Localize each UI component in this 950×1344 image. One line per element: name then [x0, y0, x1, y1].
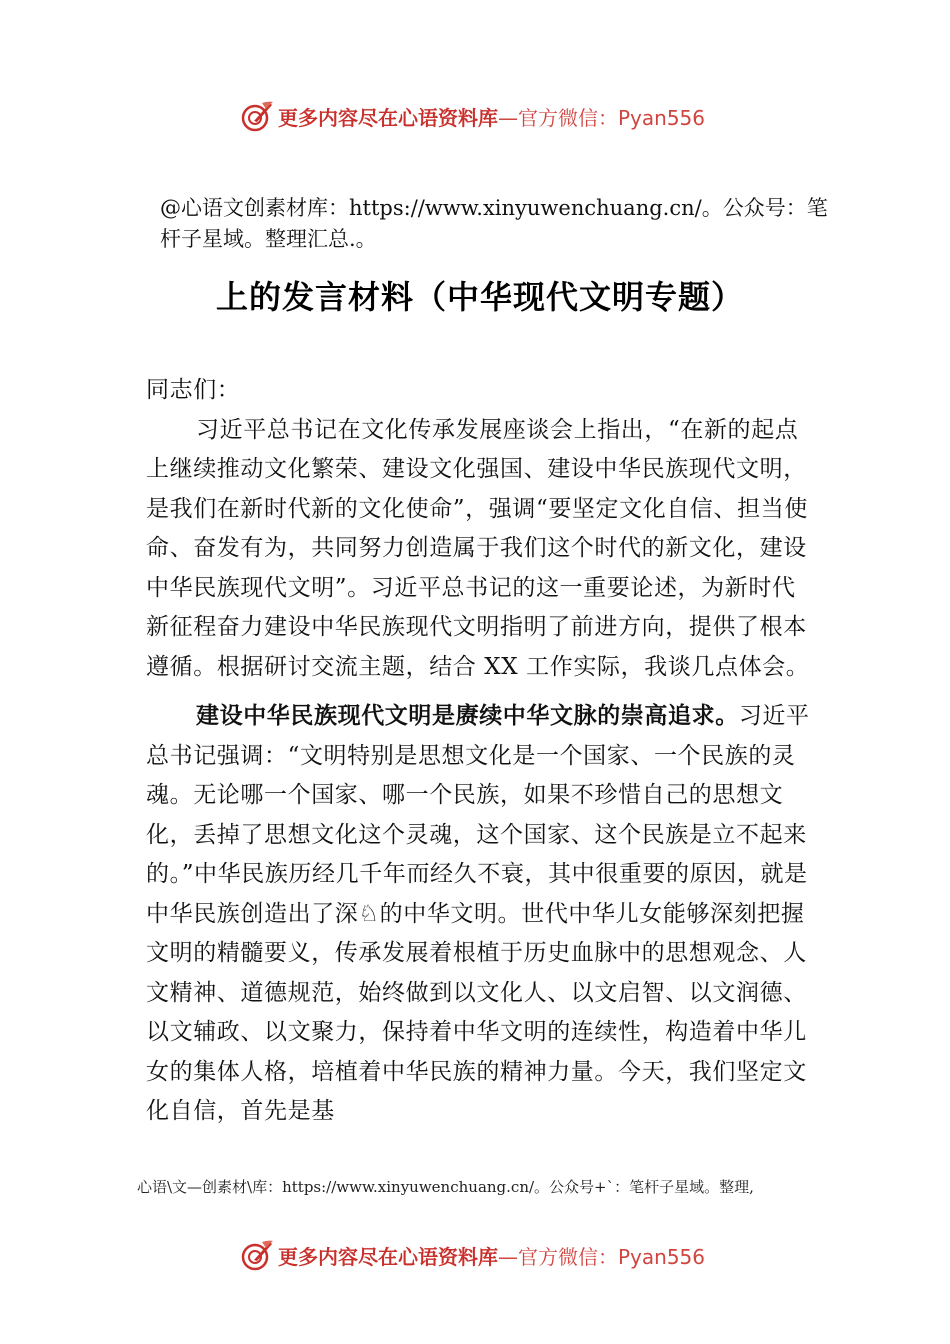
paragraph-2	[146, 697, 810, 1132]
banner-brand-text: 更多内容尽在心语资料库	[278, 105, 498, 130]
paragraph-2-text: 习近平总书记强调：“文明特别是思想文化是一个国家、一个民族的灵魂。无论哪一个国家、哪一个民族，如果不珍惜自己的思想文化，丢掉了思想文化这个灵魂，这个国家、这个民族是立不起来的。”中华民族历经几千年而经久不衰，其中很重要的原因，就是中华民族创造出了深♘的中华文明。世代中华儿女能够深刻把握文明的精髓要义，传承发展着根植于历史血脉中的思想观念、人文精神、道德规范，始终做到以文化人、以文启智、以文润德、以文辅政、以文聚力，保持着中华文明的连续性，构造着中华儿女的集体人格，培植着中华民族的精神力量。今天，我们坚定文化自信，首先是基	[146, 703, 810, 1124]
document-body	[146, 371, 810, 1132]
banner-wechat-text: —官方微信：Pyan556	[498, 105, 706, 130]
salutation: 同志们：	[146, 377, 241, 403]
footer-attribution: 心语\文—创素材\库：https://www.xinyuwenchuang.cn/。公众号+`：笔杆子星域。整理,	[137, 1178, 754, 1196]
document-title: 上的发言材料（中华现代文明专题）	[215, 278, 744, 316]
banner-brand-text: 更多内容尽在心语资料库	[278, 1244, 498, 1269]
paragraph-2-bold-lead: 建设中华民族现代文明是赓续中华文脉的崇高追求。	[196, 703, 739, 729]
quill-logo-icon	[240, 1238, 274, 1272]
header-banner	[240, 96, 740, 136]
banner-wechat-text: —官方微信：Pyan556	[498, 1244, 706, 1269]
paragraph-1: 习近平总书记在文化传承发展座谈会上指出，“在新的起点上继续推动文化繁荣、建设文化强国、建设中华民族现代文明，是我们在新时代新的文化使命”，强调“要坚定文化自信、担当使命、奋发有为，共同努力创造属于我们这个时代的新文化，建设中华民族现代文明”。习近平总书记的这一重要论述，为新时代新征程奋力建设中华民族现代文明指明了前进方向，提供了根本遵循。根据研讨交流主题，结合 XX 工作实际，我谈几点体会。	[146, 416, 810, 680]
source-attribution: @心语文创素材库：https://www.xinyuwenchuang.cn/。公众号：笔杆子星域。整理汇总.。	[160, 196, 828, 251]
quill-logo-icon	[240, 99, 274, 133]
footer-banner	[240, 1235, 740, 1275]
